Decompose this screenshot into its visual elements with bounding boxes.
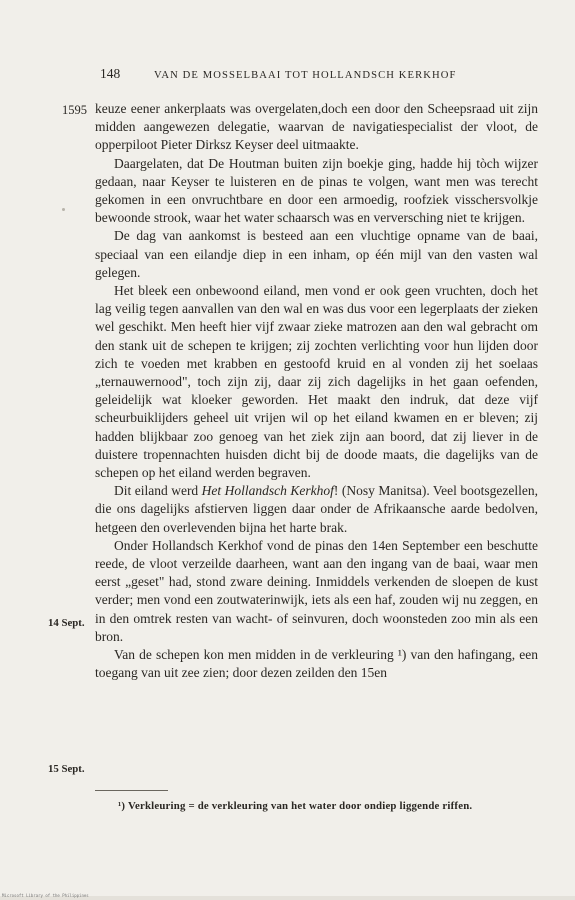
island-name: Het Hollandsch Kerkhof — [201, 483, 334, 499]
paragraph — [95, 482, 538, 537]
footnote — [118, 800, 528, 812]
paper-speck — [62, 208, 65, 211]
scan-credit: Microsoft Library of the Philippines — [2, 893, 89, 898]
margin-date-15-sept: 15 Sept. — [48, 763, 85, 775]
body-text — [95, 100, 538, 683]
running-title: VAN DE MOSSELBAAI TOT HOLLANDSCH KERKHOF — [154, 70, 457, 81]
paragraph: De dag van aankomst is besteed aan een vluchtige opname van de baai, speciaal van een eilandje diep in een inham, op één mijl van den vasten wal gelegen. — [95, 228, 538, 280]
paragraph: keuze eener ankerplaats was overgelaten,doch een door den Scheepsraad uit zijn midden aangewezen delegatie, waarvan de navigatiespecialist der vloot, de opperpiloot Pieter Dirksz Keyser deel uitmaakte. — [95, 101, 538, 153]
paragraph: Daargelaten, dat De Houtman buiten zijn boekje ging, hadde hij tòch wijzer gedaan, naar Keyser te luisteren en de pinas te volgen, want men was terecht gekomen in een onvruchtbare en door een armoedig, roofziek visschersvolkje bewoonde strook, waar het water schaarsch was en verversching niet te krijgen. — [95, 155, 538, 226]
running-header — [100, 66, 520, 82]
footnote-rule — [95, 790, 168, 791]
margin-year: 1595 — [62, 103, 87, 117]
margin-date-14-sept: 14 Sept. — [48, 617, 85, 629]
paragraph-text: Van de schepen kon men midden in de verkleuring — [114, 647, 398, 663]
paragraph-text: Dit eiland werd — [114, 483, 202, 499]
footnote-text: Verkleuring = de verkleuring van het water door ondiep liggende riffen. — [127, 800, 473, 812]
page-number: 148 — [100, 66, 121, 81]
paragraph-text: ! (Nosy Manitsa). Veel bootsgezellen, die ons dagelijks afstierven liggen daar onder de Afrikaansche aarde bedolven, hetgeen den overlevenden bijna het harte brak. — [95, 483, 538, 535]
paragraph: Het bleek een onbewoond eiland, men vond er ook geen vruchten, doch het lag veilig tegen aanvallen van den wal en was dus voor een legerplaats der zieken wel geschikt. Men heeft hier vijf zwaar zieke matrozen aan den wal gebracht om den stank uit de schepen te krijgen; zij zochten verlichting voor hun lijden door zich te voeden met krabben en gestoofd kruid en al vonden zij het soelaas „ternauwernood", toch zijn zij, daar zij zich dagelijks in het gaan oefenden, geleidelijk wat kloeker geworden. Het maakt den indruk, dat deze vijf scheurbuiklijders geheel uit vrijen wil op het eiland kwamen en er bleven; zij hadden blijkbaar zoo genoeg van het ziek zijn aan boord, dat zij liever in de duistere tropennachten huisden dicht bij de doode maats, die dagelijks van de schepen op het eiland werden begraven. — [95, 283, 538, 481]
footnote-reference: ¹) — [397, 647, 407, 663]
footnote-marker: ¹) — [118, 800, 126, 812]
paragraph-text: van den hafingang, een toegang van uit zee zien; door dezen zeilden den 15en — [95, 647, 539, 681]
paragraph — [95, 646, 538, 682]
paragraph: Onder Hollandsch Kerkhof vond de pinas den 14en September een beschutte reede, de vloot verzeilde daarheen, want aan den ingang van de baai, waar men eerst „geset" had, stond zware deining. Inmiddels verkenden de sloepen de kust verder; men vond een zoutwaterinwijk, iets als een haf, zouden wij nu zeggen, en in den omtrek resten van wacht- of seinvuren, doch woonsteden zoo min als een bron. — [95, 537, 538, 644]
